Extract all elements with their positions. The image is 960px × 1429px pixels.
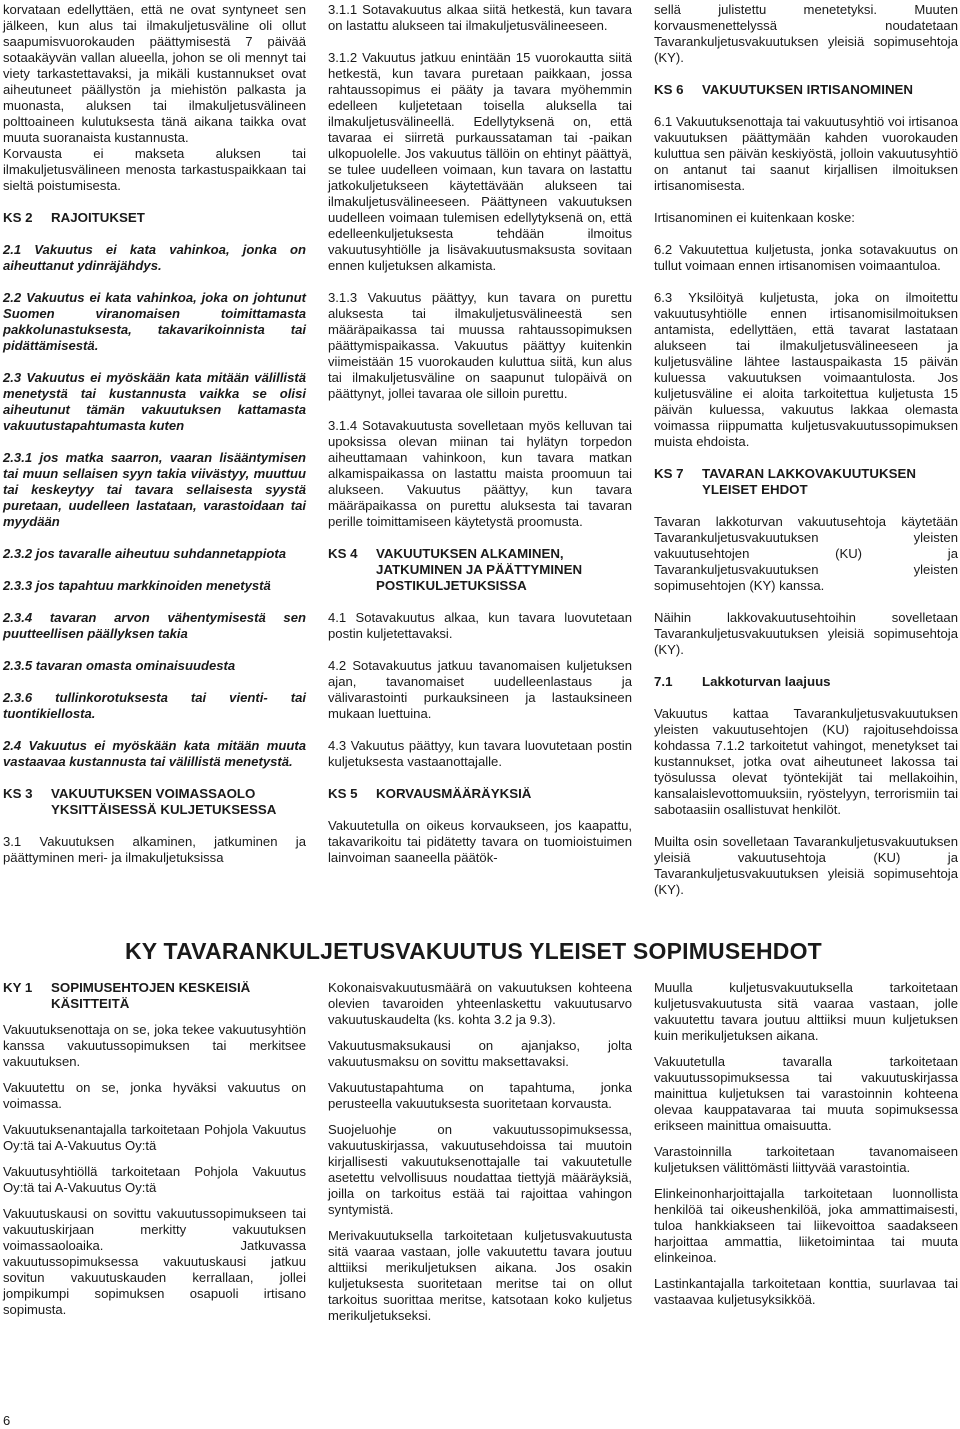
clause-2-3-2: 2.3.2 jos tavaralle aiheutuu suhdannetappiota <box>3 546 287 561</box>
paragraph: Tavaran lakkoturvan vakuutusehtoja käytetään Tavarankuljetusvakuutuksen yleisten vakuutusehtojen (KU) ja Tavarankuljetusvakuutuksen yleisten sopimusehtojen (KY) kanssa. <box>654 514 958 593</box>
clause-2-3-3: 2.3.3 jos tapahtuu markkinoiden menetystä <box>3 578 271 593</box>
clause-7-1: Vakuutus kattaa Tavarankuljetusvakuutuksen yleisten vakuutusehtojen (KU) rajoitusehdoissa kohdassa 7.1.2 tarkoitetut vahingot, menetykset tai kustannukset, jotka ovat aiheutuneet lakossa tai työsulussa olevat työntekijät tai mellakoihin, kansalaislevottomuuksiin, ryöstelyyn, terrorismiin tai sabotaasiin osallistuvat henkilöt. <box>654 706 958 817</box>
definition: Vakuutuksenottaja on se, joka tekee vakuutusyhtiön kanssa vakuutussopimuksen tai merkitsee vakuutuksen. <box>3 1022 306 1069</box>
clause-3-1-4: 3.1.4 Sotavakuutusta sovelletaan myös kelluvan tai upoksissa olevan miinan tai hylätyn torpedon aiheuttamaan vahinkoon, kun tavara matkan alkamispaikassa on lastattu maista proomuun tai alukseen. Vakuutus päättyy, kun tavara määräpaikassa on purettu aluksesta tai tavaran perille toimittamiseen käytetystä proomusta. <box>328 418 632 529</box>
clause-6-1: 6.1 Vakuutuksenottaja tai vakuutusyhtiö voi irtisanoa vakuutuksen päättymään kahden vuorokauden kuluttua sen päivän keskiyöstä, jolloin vakuutusyhtiö on antanut tai saanut kirjallisen ilmoituksen irtisanomisesta. <box>654 114 958 193</box>
definition: Vakuutettu on se, jonka hyväksi vakuutus on voimassa. <box>3 1080 306 1111</box>
definition: Kokonaisvakuutusmäärä on vakuutuksen kohteena olevien tavaroiden yhteenlaskettu vakuutusarvo vakuutuskaudelta (ks. kohta 3.2 ja 9.3). <box>328 980 632 1027</box>
definition: Vakuutuksenantajalla tarkoitetaan Pohjola Vakuutus Oy:tä tai A-Vakuutus Oy:tä <box>3 1122 306 1153</box>
clause-4-3: 4.3 Vakuutus päättyy, kun tavara luovutetaan postin kuljetuksesta vastaanottajalle. <box>328 738 632 769</box>
clause-2-4: 2.4 Vakuutus ei myöskään kata mitään muuta vastaavaa kustannusta tai välillistä menetystä. <box>3 738 306 769</box>
definition: Suojeluohje on vakuutussopimuksessa, vakuutuskirjassa, vakuutusehdoissa tai muutoin kirjallisesti vakuutuksenottajalle tai vakuutetulle asetettu velvollisuus noudattaa tiettyjä määräyksiä, joilla on tarkoitus estää tai rajoittaa vahingon syntymistä. <box>328 1122 632 1217</box>
page-number: 6 <box>3 1413 11 1428</box>
upper-column-2 <box>328 2 632 866</box>
section-heading-ks5: KS 5 KORVAUSMÄÄRÄYKSIÄ <box>328 786 532 801</box>
page-title: KY TAVARANKULJETUSVAKUUTUS YLEISET SOPIMUSEHDOT <box>125 938 822 964</box>
definition: Elinkeinonharjoittajalla tarkoitetaan luonnollista henkilöä tai oikeushenkilöä, joka ammattimaisesti, tuloa hankkiakseen tai liikevoittoa saadakseen harjoittaa ammattia, liiketoimintaa tai muuta elinkeinoa. <box>654 1186 958 1265</box>
lower-column-1 <box>3 980 306 1318</box>
definition: Vakuutusmaksukausi on ajanjakso, jolta vakuutusmaksu on sovittu maksettavaksi. <box>328 1038 632 1069</box>
definition: Vakuutusyhtiöllä tarkoitetaan Pohjola Vakuutus Oy:tä tai A-Vakuutus Oy:tä <box>3 1164 306 1195</box>
clause-2-3-6: 2.3.6 tullinkorotuksesta tai vienti- tai tuontikiellosta. <box>3 690 306 721</box>
paragraph: Korvausta ei makseta aluksen tai ilmakuljetusvälineen menosta tarkastuspaikkaan tai sieltä poistumisesta. <box>3 146 306 193</box>
clause-2-3-4: 2.3.4 tavaran arvon vähentymisestä sen puutteellisen päällyksen takia <box>3 610 306 641</box>
paragraph: sellä julistettu menetetyksi. Muuten korvausmenettelyssä noudatetaan Tavarankuljetusvakuutuksen yleisiä sopimusehtoja (KY). <box>654 2 958 65</box>
upper-column-1 <box>3 2 306 866</box>
clause-3-1-3: 3.1.3 Vakuutus päättyy, kun tavara on purettu aluksesta tai ilmakuljetusvälineestä sen määräpaikassa tai muussa rahtaussopimuksen päättymispaikassa. Vakuutus päättyy kuitenkin viimeistään 15 vuorokauden kuluttua siitä, kun alus tai ilmakuljetusväline on saapunut tulopäivä on päättynyt, jollei tavaraa ole silloin purettu. <box>328 290 632 401</box>
section-heading-ks7: KS 7 TAVARAN LAKKOVAKUUTUKSEN YLEISET EHDOT <box>654 466 916 497</box>
definition: Vakuutustapahtuma on tapahtuma, jonka perusteella vakuutuksesta suoritetaan korvausta. <box>328 1080 632 1111</box>
clause-2-3: 2.3 Vakuutus ei myöskään kata mitään välillistä menetystä tai kustannusta vaikka se olisi aiheutunut tämän vakuutuksen kattamasta vakuutustapahtumasta kuten <box>3 370 306 433</box>
definition: Vakuutuskausi on sovittu vakuutussopimukseen tai vakuutuskirjaan merkitty vakuutuksen voimassaoloaika. Jatkuvassa vakuutussopimuksessa vakuutuskausi jatkuu sovitun vakuutuskauden kerrallaan, jollei jompikumpi sopimuksen osapuoli irtisano sopimusta. <box>3 1206 306 1317</box>
clause-2-2: 2.2 Vakuutus ei kata vahinkoa, joka on johtunut Suomen viranomaisen toimittamasta pakkolunastuksesta, takavarikoinnista tai pidättämisestä. <box>3 290 306 353</box>
definition: Muulla kuljetusvakuutuksella tarkoitetaan kuljetusvakuutusta sitä vaaraa vastaan, jolle vakuutettu tavara joutuu alttiiksi muun kuljetuksen kuin merikuljetuksen aikana. <box>654 980 958 1043</box>
definition: Lastinkantajalla tarkoitetaan konttia, suurlavaa tai vastaavaa kuljetusyksikköä. <box>654 1276 958 1307</box>
clause-6-2: 6.2 Vakuutettua kuljetusta, jonka sotavakuutus on tullut voimaan ennen irtisanomisen voimaantuloa. <box>654 242 958 273</box>
clause-2-1: 2.1 Vakuutus ei kata vahinkoa, jonka on aiheuttanut ydinräjähdys. <box>3 242 306 273</box>
lower-column-3 <box>654 980 958 1308</box>
paragraph: korvataan edellyttäen, että ne ovat syntyneet sen jälkeen, kun alus tai ilmakuljetusväline oli ollut saapumisvuorokauden päättymisestä 7 päivää sotaakäyvän vallan alueella, johon se oli mennyt tai viety tarkastettavaksi, ja mikäli kustannukset ovat aiheutuneet päällystön ja miehistön palkasta ja muonasta, aluksen tai ilmakuljetusvälineen polttoaineen kulutuksesta tänä aikana taikka ovat muuta suoranaista kustannusta. <box>3 2 306 145</box>
section-heading-ks6: KS 6 VAKUUTUKSEN IRTISANOMINEN <box>654 82 914 97</box>
clause-5: Vakuutetulla on oikeus korvaukseen, jos kaapattu, takavarikoitu tai pidätetty tavara on tuomioistuimen lainvoiman saaneella päätök- <box>328 818 632 865</box>
clause-4-2: 4.2 Sotavakuutus jatkuu tavanomaisen kuljetuksen ajan, tavanomaiset uudelleenlastaus ja välivarastointi purkauksineen ja lastauksineen mukaan luettuina. <box>328 658 632 721</box>
clause-2-3-5: 2.3.5 tavaran omasta ominaisuudesta <box>3 658 236 673</box>
section-heading-ks2: KS 2 RAJOITUKSET <box>3 210 145 225</box>
definition: Merivakuutuksella tarkoitetaan kuljetusvakuutusta sitä vaaraa vastaan, jolle vakuutettu tavara joutuu alttiiksi merikuljetuksen aikana. Jos osakin kuljetuksesta suoritetaan meritse tai on ollut tarkoitus suorittaa meritse, katsotaan koko kuljetus merikuljetukseksi. <box>328 1228 632 1323</box>
definition: Varastoinnilla tarkoitetaan tavanomaiseen kuljetuksen välittömästi liittyvää varastointia. <box>654 1144 958 1175</box>
clause-3-1-1: 3.1.1 Sotavakuutus alkaa siitä hetkestä, kun tavara on lastattu alukseen tai ilmakuljetusvälineeseen. <box>328 2 632 33</box>
paragraph: Näihin lakkovakuutusehtoihin sovelletaan Tavarankuljetusvakuutuksen yleisiä sopimusehtoja (KY). <box>654 610 958 657</box>
section-heading-ky1: KY 1 SOPIMUSEHTOJEN KESKEISIÄ KÄSITTEITÄ <box>3 980 251 1011</box>
clause-3-1-2: 3.1.2 Vakuutus jatkuu enintään 15 vuorokautta siitä hetkestä, kun tavara puretaan paikkaan, jossa rahtaussopimus ei pääty ja tavara myöhemmin edelleen kuljetetaan toisella aluksella tai ilmakuljetusvälineellä. Edellytyksenä on, että tavaraa ei siirretä purkaussataman tai -paikan ulkopuolelle. Jos vakuutus tällöin on ehtinyt päättyä, se tulee uudelleen voimaan, kun tavara on lastattu jatkokuljetukseen käytettävään alukseen tai ilmakuljetusvälineeseen. Päättyneen vakuutuksen uudelleen voimaan tulemisen edellytyksenä on, että edelleenkuljetuksesta tehdään ilmoitus vakuutusyhtiölle ja lisävakuutusmaksusta sovitaan ennen kuljetuksen alkamista. <box>328 50 632 273</box>
paragraph: Irtisanominen ei kuitenkaan koske: <box>654 210 855 225</box>
lower-column-2 <box>328 980 632 1324</box>
clause-3-1: 3.1 Vakuutuksen alkaminen, jatkuminen ja päättyminen meri- ja ilmakuljetuksissa <box>3 834 306 865</box>
section-heading-ks4: KS 4 VAKUUTUKSEN ALKAMINEN, JATKUMINEN JA PÄÄTTYMINEN POSTIKULJETUKSISSA <box>328 546 583 593</box>
upper-column-3 <box>654 2 958 898</box>
definition: Vakuutetulla tavaralla tarkoitetaan vakuutussopimuksessa tai vakuutuskirjassa mainittua kuljetuksen tai varastoinnin kohteena olevaa kauppatavaraa tai muuta sopimuksessa erikseen mainittua omaisuutta. <box>654 1054 958 1133</box>
clause-2-3-1: 2.3.1 jos matka saarron, vaaran lisääntymisen tai muun sellaisen syyn takia viivästyy, muuttuu tai keskeytyy tai tavara sellaisesta syystä puretaan, uudelleen lastataan, varastoidaan tai myydään <box>3 450 306 529</box>
subsection-heading-7-1: 7.1 Lakkoturvan laajuus <box>654 674 831 689</box>
paragraph: Muilta osin sovelletaan Tavarankuljetusvakuutuksen yleisiä vakuutusehtoja (KU) ja Tavarankuljetusvakuutuksen yleisiä sopimusehtoja (KY). <box>654 834 958 897</box>
clause-4-1: 4.1 Sotavakuutus alkaa, kun tavara luovutetaan postin kuljetettavaksi. <box>328 610 632 641</box>
clause-6-3: 6.3 Yksilöityä kuljetusta, joka on ilmoitettu vakuutusyhtiölle ennen irtisanomisilmoituksen antamista, edellyttäen, että tavarat lastataan alukseen tai ilmakuljetusvälineeseen ja kuljetusväline lähtee lastauspaikasta 15 päivän kuluessa vakuutuksen voimaantulosta. Jos kuljetusväline ei aloita tarkoitettua kuljetusta 15 päivän kuluessa, vakuutus lakkaa olemasta voimassa riippumatta kuljetusvakuutussopimuksen muista ehdoista. <box>654 290 958 449</box>
section-heading-ks3: KS 3 VAKUUTUKSEN VOIMASSAOLO YKSITTÄISESSÄ KULJETUKSESSA <box>3 786 277 817</box>
